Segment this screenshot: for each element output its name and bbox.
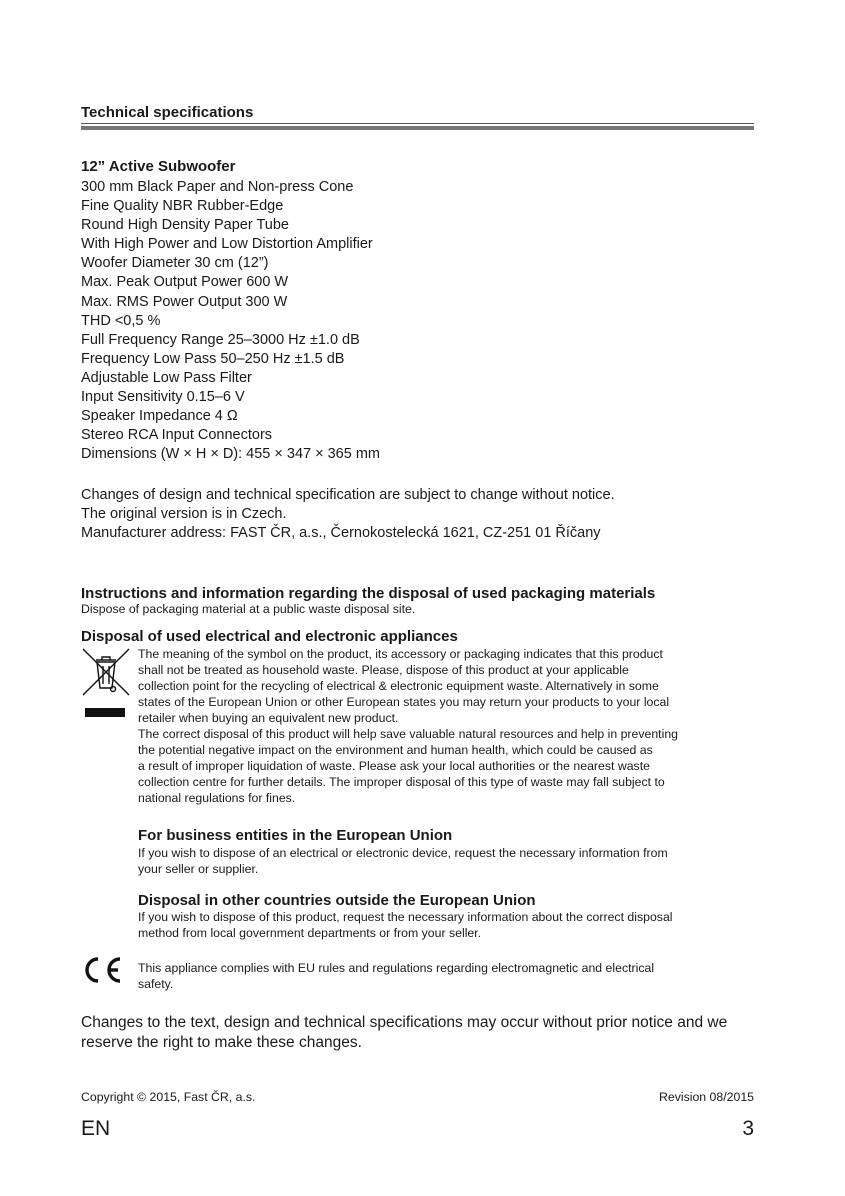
business-eu-heading: For business entities in the European Union xyxy=(138,827,453,844)
spec-item: Full Frequency Range 25–3000 Hz ±1.0 dB xyxy=(81,331,360,348)
spec-item: With High Power and Low Distortion Amplifier xyxy=(81,236,373,253)
copyright: Copyright © 2015, Fast ČR, a.s. xyxy=(81,1090,256,1104)
packaging-heading: Instructions and information regarding the disposal of used packaging materials xyxy=(81,585,656,602)
spec-item: Max. RMS Power Output 300 W xyxy=(81,293,288,310)
spec-item: Frequency Low Pass 50–250 Hz ±1.5 dB xyxy=(81,350,345,367)
weee-bar xyxy=(85,708,125,717)
packaging-text: Dispose of packaging material at a public waste disposal site. xyxy=(81,602,416,616)
spec-item: Adjustable Low Pass Filter xyxy=(81,369,252,386)
disposal-line: retailer when buying an equivalent new product. xyxy=(138,710,399,725)
business-eu-line: your seller or supplier. xyxy=(138,861,259,876)
spec-item: 300 mm Black Paper and Non-press Cone xyxy=(81,179,354,195)
disposal-line: collection point for the recycling of electrical & electronic equipment waste. Alternatively in some xyxy=(138,678,659,693)
product-name: 12” Active Subwoofer xyxy=(81,158,236,175)
note-line: The original version is in Czech. xyxy=(81,506,287,522)
spec-list xyxy=(81,178,380,464)
spec-item: THD <0,5 % xyxy=(81,312,161,329)
disposal-line: a result of improper liquidation of waste. Please ask your local authorities or the nearest waste xyxy=(138,758,650,773)
note-line: Manufacturer address: FAST ČR, a.s., Černokostelecká 1621, CZ-251 01 Říčany xyxy=(81,525,601,541)
ce-line: This appliance complies with EU rules and regulations regarding electromagnetic and electrical xyxy=(138,961,655,975)
business-eu-line: If you wish to dispose of an electrical or electronic device, request the necessary information from xyxy=(138,846,668,860)
ce-mark-icon xyxy=(80,955,124,985)
note-line: Changes of design and technical specification are subject to change without notice. xyxy=(81,487,615,503)
spec-item: Woofer Diameter 30 cm (12”) xyxy=(81,255,269,272)
business-eu-text xyxy=(138,846,668,878)
spec-item: Speaker Impedance 4 Ω xyxy=(81,408,238,425)
other-countries-text xyxy=(138,910,673,942)
disposal-line: The meaning of the symbol on the product, its accessory or packaging indicates that this product xyxy=(138,647,663,661)
disposal-line: The correct disposal of this product will help save valuable natural resources and help in preventing xyxy=(138,726,679,741)
spec-item: Input Sensitivity 0.15–6 V xyxy=(81,389,245,406)
disposal-line: collection centre for further details. The improper disposal of this type of waste may fall subject to xyxy=(138,774,665,789)
page-number: 3 xyxy=(742,1117,754,1140)
section-title: Technical specifications xyxy=(81,104,254,121)
notes-block xyxy=(81,486,615,543)
revision: Revision 08/2015 xyxy=(658,1090,754,1104)
spec-item: Stereo RCA Input Connectors xyxy=(81,427,273,444)
spec-item: Max. Peak Output Power 600 W xyxy=(81,274,289,291)
crossed-out-bin-icon xyxy=(82,648,130,696)
final-notice xyxy=(81,1013,727,1053)
disposal-line: national regulations for fines. xyxy=(138,790,296,805)
disposal-line: shall not be treated as household waste. Please, dispose of this product at your applicable xyxy=(138,662,629,677)
ce-text xyxy=(138,961,654,993)
disposal-line: states of the European Union or other European states you may return your products to your local xyxy=(138,694,670,709)
ce-line: safety. xyxy=(138,976,174,991)
other-countries-line: If you wish to dispose of this product, request the necessary information about the correct disposal xyxy=(138,910,673,924)
title-rule xyxy=(81,123,754,130)
language-code: EN xyxy=(81,1117,111,1140)
disposal-line: the potential negative impact on the environment and human health, which could be caused as xyxy=(138,742,653,757)
spec-item: Round High Density Paper Tube xyxy=(81,217,289,234)
disposal-text xyxy=(138,647,758,807)
final-notice-line: Changes to the text, design and technical specifications may occur without prior notice and we xyxy=(81,1014,728,1031)
spec-item: Dimensions (W × H × D): 455 × 347 × 365 mm xyxy=(81,446,380,463)
other-countries-line: method from local government departments or from your seller. xyxy=(138,925,482,940)
disposal-heading: Disposal of used electrical and electronic appliances xyxy=(81,628,458,645)
spec-item: Fine Quality NBR Rubber-Edge xyxy=(81,198,284,215)
other-countries-heading: Disposal in other countries outside the European Union xyxy=(138,892,536,909)
final-notice-line: reserve the right to make these changes. xyxy=(81,1034,362,1051)
